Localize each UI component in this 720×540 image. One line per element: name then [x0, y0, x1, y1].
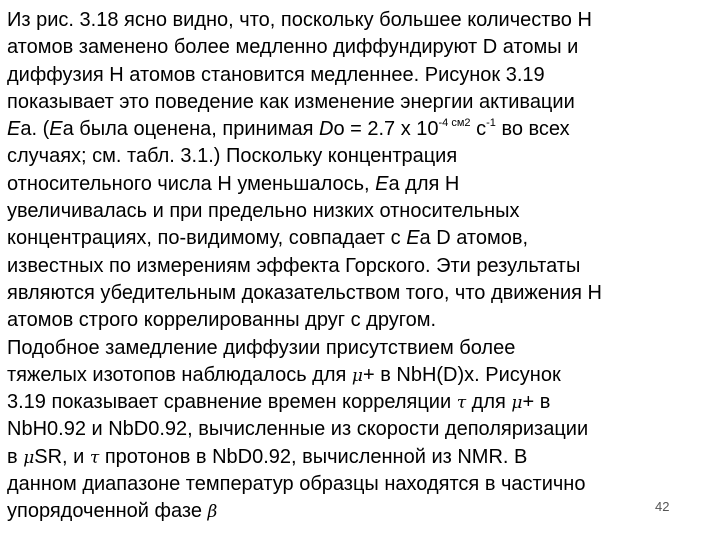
text-span: тяжелых изотопов наблюдалось для — [7, 363, 352, 386]
mu-symbol: μ — [23, 447, 35, 468]
text-line: являются убедительным доказательством того, что движения H — [7, 281, 602, 304]
tau-symbol: τ — [89, 447, 100, 468]
exponent: -1 — [486, 117, 496, 130]
diffusion-symbol: D — [318, 118, 334, 141]
text-span: + в NbH(D)x. Рисунок — [362, 363, 561, 386]
text-span: SR, и — [34, 445, 90, 468]
text-line — [7, 444, 715, 471]
text-span: с — [470, 118, 487, 141]
text-line — [7, 171, 715, 198]
mu-symbol: μ — [351, 365, 363, 386]
text-line — [7, 498, 715, 525]
text-line — [7, 225, 715, 252]
activation-energy-symbol: E — [7, 118, 21, 141]
text-span: 3.19 показывает сравнение времен корреляции — [7, 391, 457, 414]
text-span: a D атомов, — [419, 227, 529, 250]
unit-label: см2 — [448, 117, 471, 130]
text-line: данном диапазоне температур образцы находятся в частично — [7, 473, 586, 496]
tau-symbol: τ — [456, 393, 467, 414]
text-span: во всех — [495, 118, 570, 141]
text-line: Из рис. 3.18 ясно видно, что, поскольку большее количество H — [7, 9, 592, 31]
activation-energy-symbol: E — [49, 118, 63, 141]
text-span: o = 2.7 x 10 — [333, 118, 439, 141]
text-line: NbH0.92 и NbD0.92, вычисленные из скорости деполяризации — [7, 418, 589, 441]
text-line — [7, 389, 715, 416]
activation-energy-symbol: E — [375, 172, 389, 195]
beta-symbol: β — [207, 502, 218, 523]
text-span: протонов в NbD0.92, вычисленной из NMR. В — [99, 445, 528, 468]
text-line: диффузия H атомов становится медленнее. Рисунок 3.19 — [7, 63, 545, 86]
text-line: известных по измерениям эффекта Горского. Эти результаты — [7, 254, 581, 277]
text-span: в — [7, 445, 24, 468]
text-line: Подобное замедление диффузии присутствием более — [7, 336, 516, 359]
text-line: атомов заменено более медленно диффундируют D атомы и — [7, 36, 579, 59]
text-line: случаях; см. табл. 3.1.) Поскольку концентрация — [7, 145, 458, 168]
text-span: + в — [522, 391, 551, 414]
body-text — [7, 7, 715, 526]
text-line — [7, 116, 715, 143]
text-span: относительного числа H уменьшалось, — [7, 172, 376, 195]
text-line — [7, 362, 715, 389]
text-span: a была оценена, принимая — [62, 118, 319, 141]
text-line: увеличивалась и при предельно низких относительных — [7, 200, 520, 223]
text-span: a. ( — [20, 118, 50, 141]
text-span: для — [466, 391, 512, 414]
exponent: -4 — [438, 117, 449, 130]
text-line: атомов строго коррелированны друг с другом. — [7, 309, 437, 332]
text-span: упорядоченной фазе — [7, 500, 208, 523]
activation-energy-symbol: E — [406, 227, 420, 250]
text-span: концентрациях, по-видимому, совпадает с — [7, 227, 407, 250]
text-span: a для H — [388, 172, 460, 195]
mu-symbol: μ — [511, 393, 523, 414]
text-line: показывает это поведение как изменение энергии активации — [7, 90, 575, 113]
page-number: 42 — [655, 499, 670, 514]
